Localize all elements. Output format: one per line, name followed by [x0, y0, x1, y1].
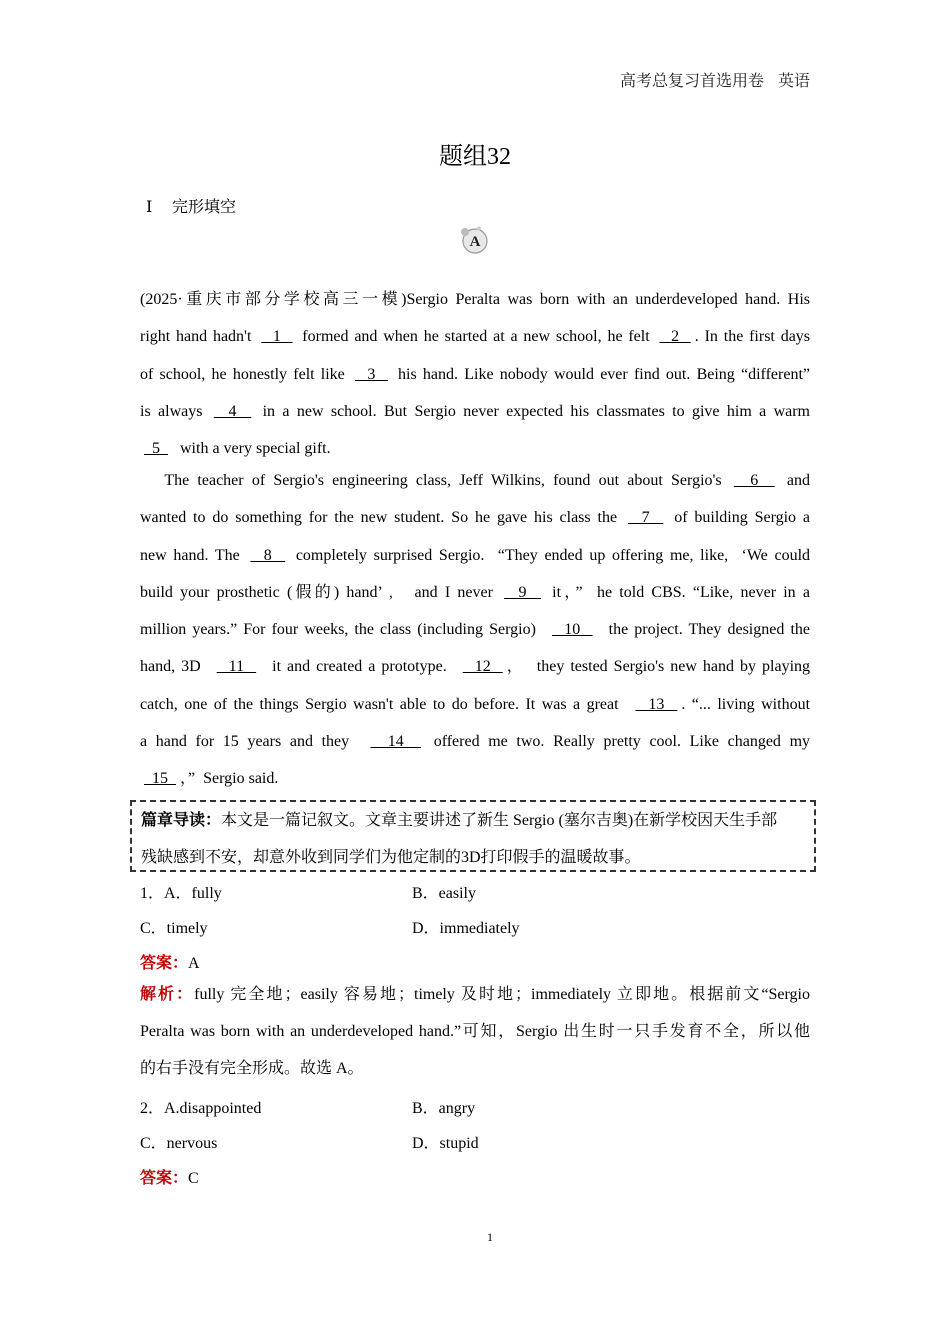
q1-explanation-label: 解析：: [140, 986, 195, 1003]
guide-text-1: 本文是一篇记叙文。文章主要讲述了新生 Sergio (塞尔吉奥)在新学校因天生手部: [221, 812, 778, 829]
passage-text: is always: [140, 402, 210, 420]
q2-option-b: B．angry: [412, 1100, 476, 1117]
question-2-options-row-1: [140, 1095, 476, 1117]
q2-option-a: 2．A.disappointed: [140, 1100, 262, 1117]
passage-line: [140, 499, 810, 536]
passage-text: build your prosthetic (假的) hand’ , and I never: [140, 583, 501, 601]
cloze-blank: 2: [659, 328, 691, 346]
passage-text: . In the first days: [694, 328, 811, 346]
badge-letter: A: [469, 234, 481, 250]
passage-text: ， they tested Sergio's new hand by playing: [506, 658, 811, 676]
passage-line: [140, 462, 810, 499]
cloze-blank: 13: [635, 695, 678, 713]
question-1-options-row-2: [140, 915, 520, 937]
passage-text: it and created a prototype.: [260, 658, 459, 676]
guide-label: 篇章导读：: [141, 812, 222, 829]
passage-text: it，” he told CBS. “Like, never in a: [544, 583, 810, 601]
passage-line: [140, 723, 810, 760]
q1-explanation-line-3: 的右手没有完全形成。故选 A。: [140, 1060, 364, 1077]
q2-option-d: D．stupid: [412, 1135, 479, 1152]
cloze-blank: 11: [216, 658, 257, 676]
question-2-options-row-2: [140, 1130, 479, 1152]
passage-text: with a very special gift.: [172, 440, 331, 458]
cloze-blank: 4: [213, 402, 252, 420]
question-1-options-row-1: [140, 880, 476, 902]
passage-paragraph-1: [140, 281, 810, 467]
passage-text: (2025·重庆市部分学校高三一模)Sergio Peralta was born with an underdeveloped hand. His: [140, 291, 810, 308]
passage-text: his hand. Like nobody would ever find out. Being “different”: [391, 365, 811, 383]
passage-line: [140, 760, 810, 797]
q1-option-c: C．timely: [140, 920, 208, 937]
guide-text-2: 残缺感到不安，却意外收到同学们为他定制的3D打印假手的温暖故事。: [141, 849, 641, 866]
q2-answer: [140, 1165, 199, 1187]
cloze-blank: 9: [504, 583, 541, 601]
passage-text: the project. They designed the: [596, 621, 810, 639]
q1-explanation: [140, 976, 810, 1087]
q1-option-a: 1．A．fully: [140, 885, 222, 902]
q2-answer-label: 答案：: [140, 1170, 189, 1187]
passage-text: of school, he honestly felt like: [140, 365, 351, 383]
passage-text: completely surprised Sergio. “They ended up offering me, like, ‘We could: [289, 546, 811, 564]
q2-answer-value: C: [188, 1170, 199, 1187]
chapter-guide-box: [130, 800, 816, 872]
cloze-blank: 5: [144, 440, 168, 458]
cloze-blank: 14: [370, 733, 422, 751]
passage-line: [140, 686, 810, 723]
passage-line: [140, 356, 810, 393]
passage-line: [140, 574, 810, 611]
passage-line: [140, 393, 810, 430]
passage-text: wanted to do something for the new student. So he gave his class the: [140, 509, 624, 527]
cloze-blank: 12: [462, 658, 503, 676]
q1-option-d: D．immediately: [412, 920, 520, 937]
passage-text: hand, 3D: [140, 658, 213, 676]
cloze-blank: 6: [733, 472, 775, 489]
passage-text: million years.” For four weeks, the class (including Sergio): [140, 621, 549, 639]
passage-text: ，” Sergio said.: [180, 770, 279, 788]
cloze-blank: 10: [552, 621, 593, 639]
passage-text: right hand hadn't: [140, 328, 258, 346]
section-roman-numeral: Ⅰ: [146, 199, 153, 216]
q1-option-b: B．easily: [412, 885, 476, 902]
cloze-blank: 3: [355, 365, 388, 383]
passage-line: [140, 648, 810, 685]
q1-answer-label: 答案：: [140, 955, 189, 972]
passage-text: offered me two. Really pretty cool. Like changed my: [425, 733, 811, 751]
passage-text: of building Sergio a: [667, 509, 811, 527]
passage-text: new hand. The: [140, 546, 247, 564]
header-subject: 英语: [777, 73, 810, 90]
passage-line: [140, 537, 810, 574]
passage-line: [140, 281, 810, 318]
cloze-blank: 8: [250, 546, 286, 564]
cloze-blank: 7: [627, 509, 664, 527]
q1-explanation-line-1: fully 完全地；easily 容易地；timely 及时地；immediately 立即地。根据前文“Sergio: [194, 986, 810, 1003]
passage-text: and: [778, 472, 811, 489]
page-header: [620, 68, 810, 91]
passage-text: catch, one of the things Sergio wasn't able to do before. It was a great: [140, 695, 632, 713]
cloze-blank: 15: [144, 770, 176, 788]
passage-text: . “... living without: [681, 695, 811, 713]
section-heading: [146, 194, 236, 217]
passage-text: in a new school. But Sergio never expected his classmates to give him a warm: [255, 402, 811, 420]
header-book-title: 高考总复习首选用卷: [619, 73, 764, 90]
passage-text: formed and when he started at a new school, he felt: [296, 328, 656, 346]
cloze-blank: 1: [261, 328, 293, 346]
page-title: 题组32: [439, 144, 511, 170]
q1-answer: [140, 950, 200, 972]
passage-line: [140, 611, 810, 648]
passage-text: The teacher of Sergio's engineering class, Jeff Wilkins, found out about Sergio's: [140, 472, 730, 489]
passage-a-badge-icon: [460, 226, 490, 254]
q2-option-c: C．nervous: [140, 1135, 218, 1152]
passage-paragraph-2: [140, 462, 810, 798]
q1-explanation-line-2: Peralta was born with an underdeveloped hand.”可知，Sergio 出生时一只手发育不全，所以他: [140, 1023, 810, 1040]
passage-line: [140, 318, 810, 355]
section-label: 完形填空: [172, 199, 237, 216]
passage-text: a hand for 15 years and they: [140, 733, 367, 751]
page-number: 1: [487, 1230, 493, 1244]
q1-answer-value: A: [188, 955, 200, 972]
